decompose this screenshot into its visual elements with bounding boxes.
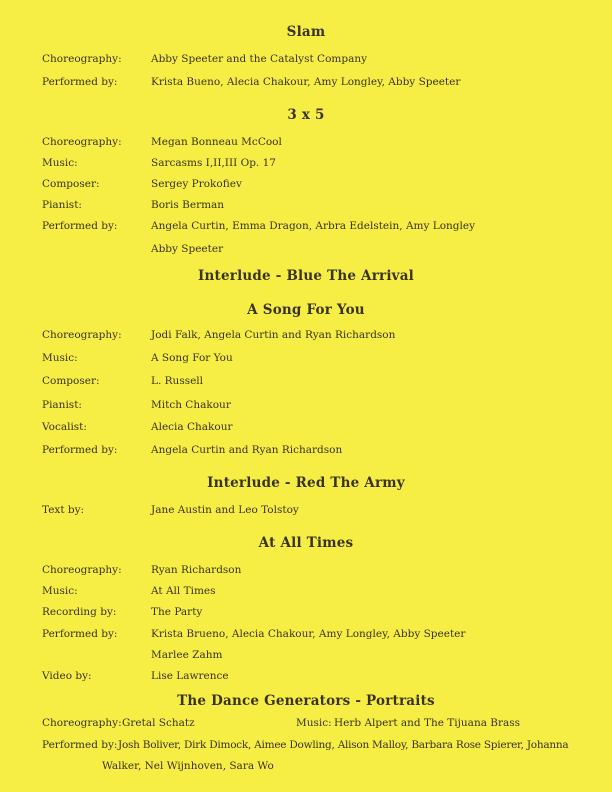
- row-label: Music:: [42, 352, 78, 364]
- section-title-a-song-for-you: A Song For You: [247, 302, 365, 318]
- row-label: Music:: [42, 585, 78, 597]
- row-label: Performed by:: [42, 76, 118, 88]
- row-label: Performed by:: [42, 220, 118, 232]
- row-value: Jodi Falk, Angela Curtin and Ryan Richardson: [151, 329, 396, 341]
- row-label: Music:: [42, 157, 78, 169]
- section-title-slam: Slam: [286, 24, 326, 40]
- row-value: Sergey Prokofiev: [151, 178, 242, 190]
- row-label: Choreography:: [42, 53, 122, 65]
- section-title-interlude-red: Interlude - Red The Army: [207, 475, 405, 491]
- row-label: Music:: [296, 717, 332, 729]
- row-value: Ryan Richardson: [151, 564, 242, 576]
- section-title-3x5: 3 x 5: [287, 107, 325, 123]
- row-label: Choreography:: [42, 136, 122, 148]
- row-value: Mitch Chakour: [151, 399, 231, 411]
- row-label: Performed by:: [42, 628, 118, 640]
- row-label: Vocalist:: [42, 421, 87, 433]
- row-label: Video by:: [42, 670, 92, 682]
- row-value: Jane Austin and Leo Tolstoy: [151, 504, 299, 516]
- row-value: Lise Lawrence: [151, 670, 229, 682]
- row-value: Angela Curtin and Ryan Richardson: [151, 444, 343, 456]
- row-value: Walker, Nel Wijnhoven, Sara Wo: [102, 760, 274, 772]
- row-label: Composer:: [42, 178, 100, 190]
- row-value: Marlee Zahm: [151, 649, 223, 661]
- row-label: Choreography:: [42, 329, 122, 341]
- row-value: Abby Speeter: [151, 243, 224, 255]
- row-label: Choreography:: [42, 564, 122, 576]
- row-label: Performed by:: [42, 444, 118, 456]
- row-value: Angela Curtin, Emma Dragon, Arbra Edelstein, Amy Longley: [151, 220, 476, 232]
- row-value: Krista Brueno, Alecia Chakour, Amy Longley, Abby Speeter: [151, 628, 466, 640]
- row-value: Abby Speeter and the Catalyst Company: [151, 53, 368, 65]
- row-label: Performed by:: [42, 739, 118, 751]
- row-value: At All Times: [151, 585, 216, 597]
- section-title-at-all-times: At All Times: [258, 535, 354, 551]
- row-value: The Party: [151, 606, 203, 618]
- section-title-dance-generators: The Dance Generators - Portraits: [177, 693, 435, 709]
- row-label: Text by:: [42, 504, 85, 516]
- row-value: Sarcasms I,II,III Op. 17: [151, 157, 276, 169]
- row-value: A Song For You: [151, 352, 233, 364]
- row-label: Pianist:: [42, 399, 82, 411]
- row-label: Composer:: [42, 375, 100, 387]
- row-value: Krista Bueno, Alecia Chakour, Amy Longley, Abby Speeter: [151, 76, 461, 88]
- row-value: Boris Berman: [151, 199, 225, 211]
- section-title-interlude-blue: Interlude - Blue The Arrival: [198, 268, 414, 284]
- row-label: Recording by:: [42, 606, 117, 618]
- row-value: Alecia Chakour: [151, 421, 233, 433]
- row-value: Josh Boliver, Dirk Dimock, Aimee Dowling, Alison Malloy, Barbara Rose Spierer, Johanna: [118, 739, 569, 751]
- row-label: Pianist:: [42, 199, 82, 211]
- row-value: L. Russell: [151, 375, 204, 387]
- row-label: Choreography:: [42, 717, 122, 729]
- row-value: Herb Alpert and The Tijuana Brass: [334, 717, 521, 729]
- row-value: Gretal Schatz: [122, 717, 195, 729]
- row-value: Megan Bonneau McCool: [151, 136, 282, 148]
